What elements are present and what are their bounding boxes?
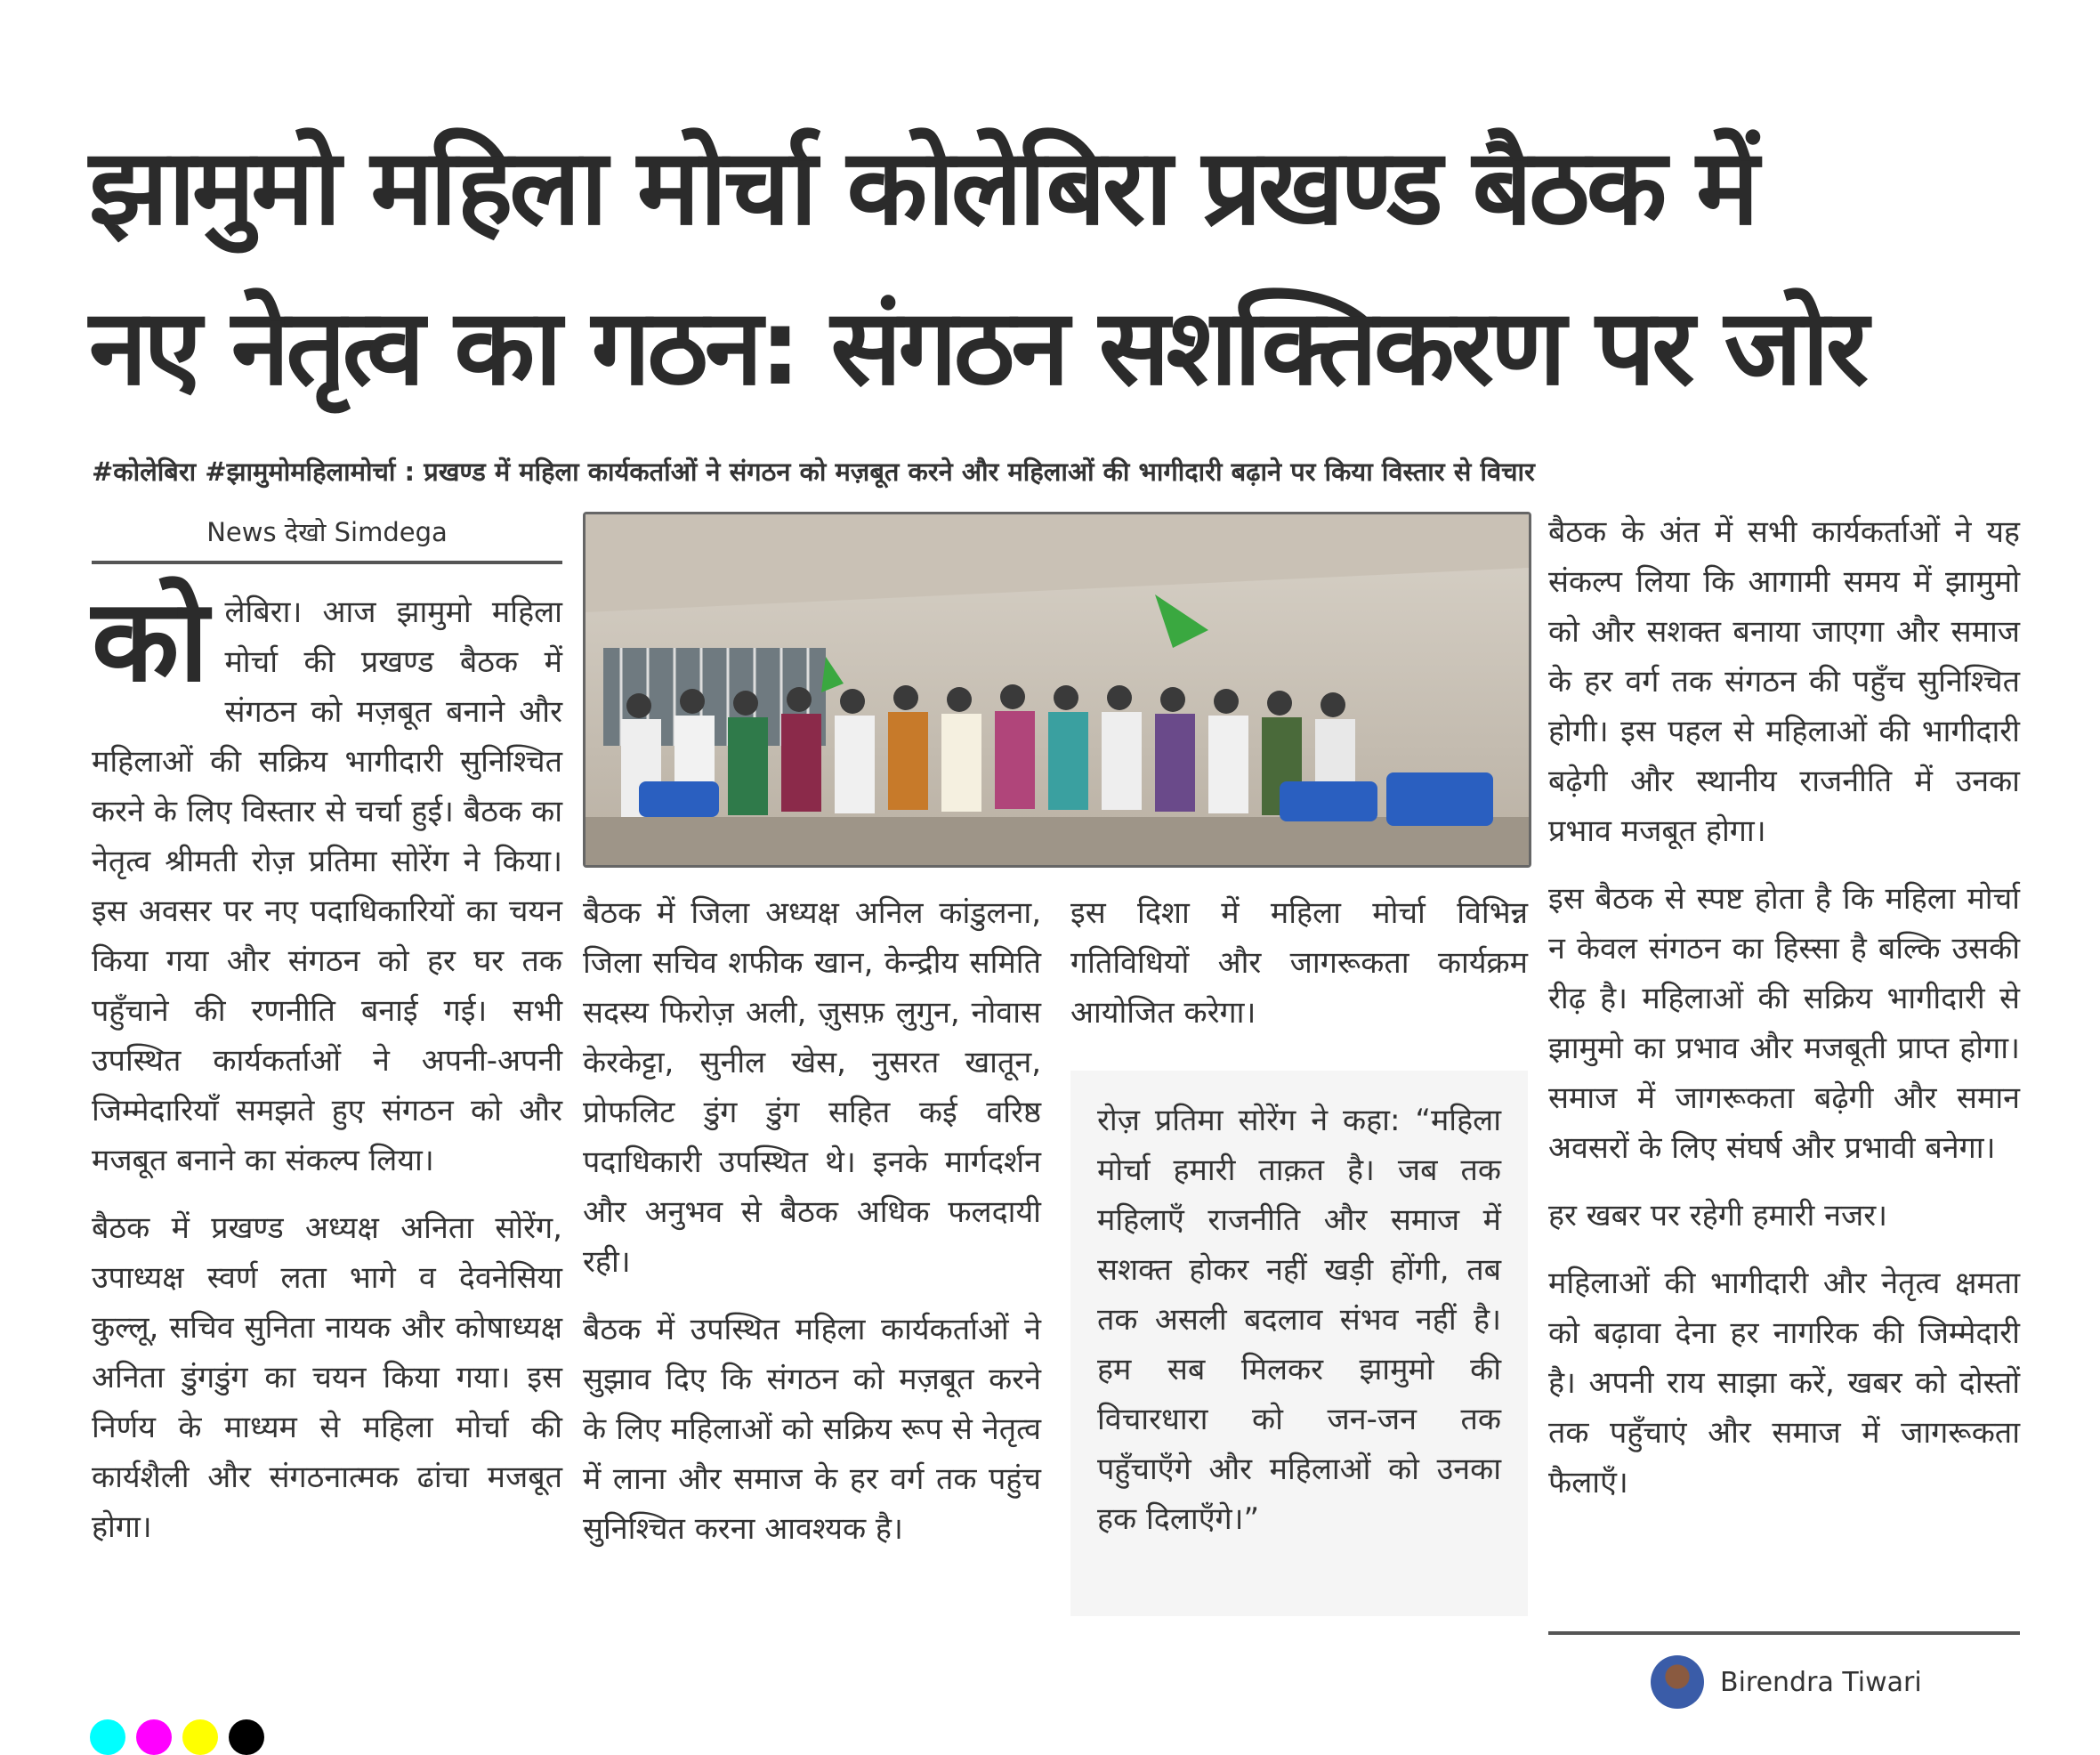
group-photo-image — [586, 514, 1529, 865]
column-2 — [583, 888, 1041, 1572]
print-color-marks — [90, 1719, 264, 1755]
drop-cap: को — [92, 575, 209, 708]
byline: News देखो Simdega — [206, 517, 448, 547]
author-info[interactable] — [1651, 1655, 1922, 1709]
paragraph: बैठक के अंत में सभी कार्यकर्ताओं ने यह संकल्प लिया कि आगामी समय में झामुमो को और सशक्त बनाया जाएगा और समाज के हर वर्ग तक संगठन की पहुँच सुनिश्चित होगी। इस पहल से महिलाओं की भागीदारी बढ़ेगी और स्थानीय राजनीति में उनका प्रभाव मजबूत होगा। — [1548, 514, 2020, 849]
paragraph: इस बैठक से स्पष्ट होता है कि महिला मोर्चा न केवल संगठन का हिस्सा है बल्कि उसकी रीढ़ है। महिलाओं की सक्रिय भागीदारी से झामुमो का प्रभाव और मजबूती प्राप्त होगा। समाज में जागरूकता बढ़ेगी और समान अवसरों के लिए संघर्ष और प्रभावी बनेगा। — [1548, 881, 2020, 1166]
paragraph: महिलाओं की भागीदारी और नेतृत्व क्षमता को बढ़ावा देना हर नागरिक की जिम्मेदारी है। अपनी राय साझा करें, खबर को दोस्तों तक पहुँचाएं और समाज में जागरूकता फैलाएँ। — [1548, 1266, 2020, 1500]
paragraph-text: लेबिरा। आज झामुमो महिला मोर्चा की प्रखण्ड बैठक में संगठन को मज़बूत बनाने और महिलाओं की सक्रिय भागीदारी सुनिश्चित करने के लिए विस्तार से चर्चा हुई। बैठक का नेतृत्व श्रीमती रोज़ प्रतिमा सोरेंग ने किया। इस अवसर पर नए पदाधिकारियों का चयन किया गया और संगठन को हर घर तक पहुँचाने की रणनीति बनाई गई। सभी उपस्थित कार्यकर्ताओं ने अपनी-अपनी जिम्मेदारियाँ समझते हुए संगठन को और मजबूत बनाने का संकल्प लिया। — [92, 594, 562, 1178]
column-1 — [92, 575, 562, 1570]
article-photo — [583, 512, 1531, 868]
author-divider — [1548, 1631, 2020, 1635]
paragraph: बैठक में प्रखण्ड अध्यक्ष अनिता सोरेंग, उपाध्यक्ष स्वर्ण लता भागे व देवनेसिया कुल्लू, सचिव सुनिता नायक और कोषाध्यक्ष अनिता डुंगडुंग का चयन किया गया। इस निर्णय के माध्यम से महिला मोर्चा की कार्यशैली और संगठनात्मक ढांचा मजबूत होगा। — [92, 1210, 562, 1545]
magenta-dot — [136, 1719, 172, 1755]
headline — [89, 107, 2029, 427]
column-4 — [1548, 507, 2020, 1525]
avatar — [1651, 1655, 1704, 1709]
paragraph: बैठक में जिला अध्यक्ष अनिल कांडुलना, जिला सचिव शफीक खान, केन्द्रीय समिति सदस्य फिरोज़ अली, ज़ुसफ़ लुगुन, नोवास केरकेट्टा, सुनील खेस, नुसरत खातून, प्रोफलिट डुंग डुंग सहित कई वरिष्ठ पदाधिकारी उपस्थित थे। इनके मार्गदर्शन और अनुभव से बैठक अधिक फलदायी रही। — [583, 895, 1041, 1280]
cyan-dot — [90, 1719, 125, 1755]
byline-divider — [92, 561, 562, 564]
quote-text: रोज़ प्रतिमा सोरेंग ने कहा: “महिला मोर्चा हमारी ताक़त है। जब तक महिलाएँ राजनीति और समाज में सशक्त होकर नहीं खड़ी होंगी, तब तक असली बदलाव संभव नहीं है। हम सब मिलकर झामुमो की विचारधारा को जन-जन तक पहुँचाएँगे और महिलाओं को उनका हक दिलाएँगे।” — [1097, 1103, 1501, 1537]
author-name: Birendra Tiwari — [1720, 1666, 1922, 1698]
paragraph — [92, 575, 562, 1185]
yellow-dot — [182, 1719, 218, 1755]
paragraph: इस दिशा में महिला मोर्चा विभिन्न गतिविधियों और जागरूकता कार्यक्रम आयोजित करेगा। — [1070, 895, 1528, 1031]
headline-line-2: नए नेतृत्व का गठन: संगठन सशक्तिकरण पर जोर — [89, 286, 1865, 408]
subtitle: #कोलेबिरा #झामुमोमहिलामोर्चा : प्रखण्ड में महिला कार्यकर्ताओं ने संगठन को मज़बूत करने और महिलाओं की भागीदारी बढ़ाने पर किया विस्तार से विचार — [92, 457, 1535, 487]
paragraph: हर खबर पर रहेगी हमारी नजर। — [1548, 1198, 1888, 1233]
paragraph: बैठक में उपस्थित महिला कार्यकर्ताओं ने सुझाव दिए कि संगठन को मज़बूत करने के लिए महिलाओं को सक्रिय रूप से नेतृत्व में लाना और समाज के हर वर्ग तक पहुंच सुनिश्चित करना आवश्यक है। — [583, 1312, 1041, 1547]
headline-line-1: झामुमो महिला मोर्चा कोलेबिरा प्रखण्ड बैठक में — [89, 125, 1756, 248]
pull-quote — [1070, 1071, 1528, 1616]
black-dot — [229, 1719, 264, 1755]
column-3 — [1070, 888, 1528, 1055]
